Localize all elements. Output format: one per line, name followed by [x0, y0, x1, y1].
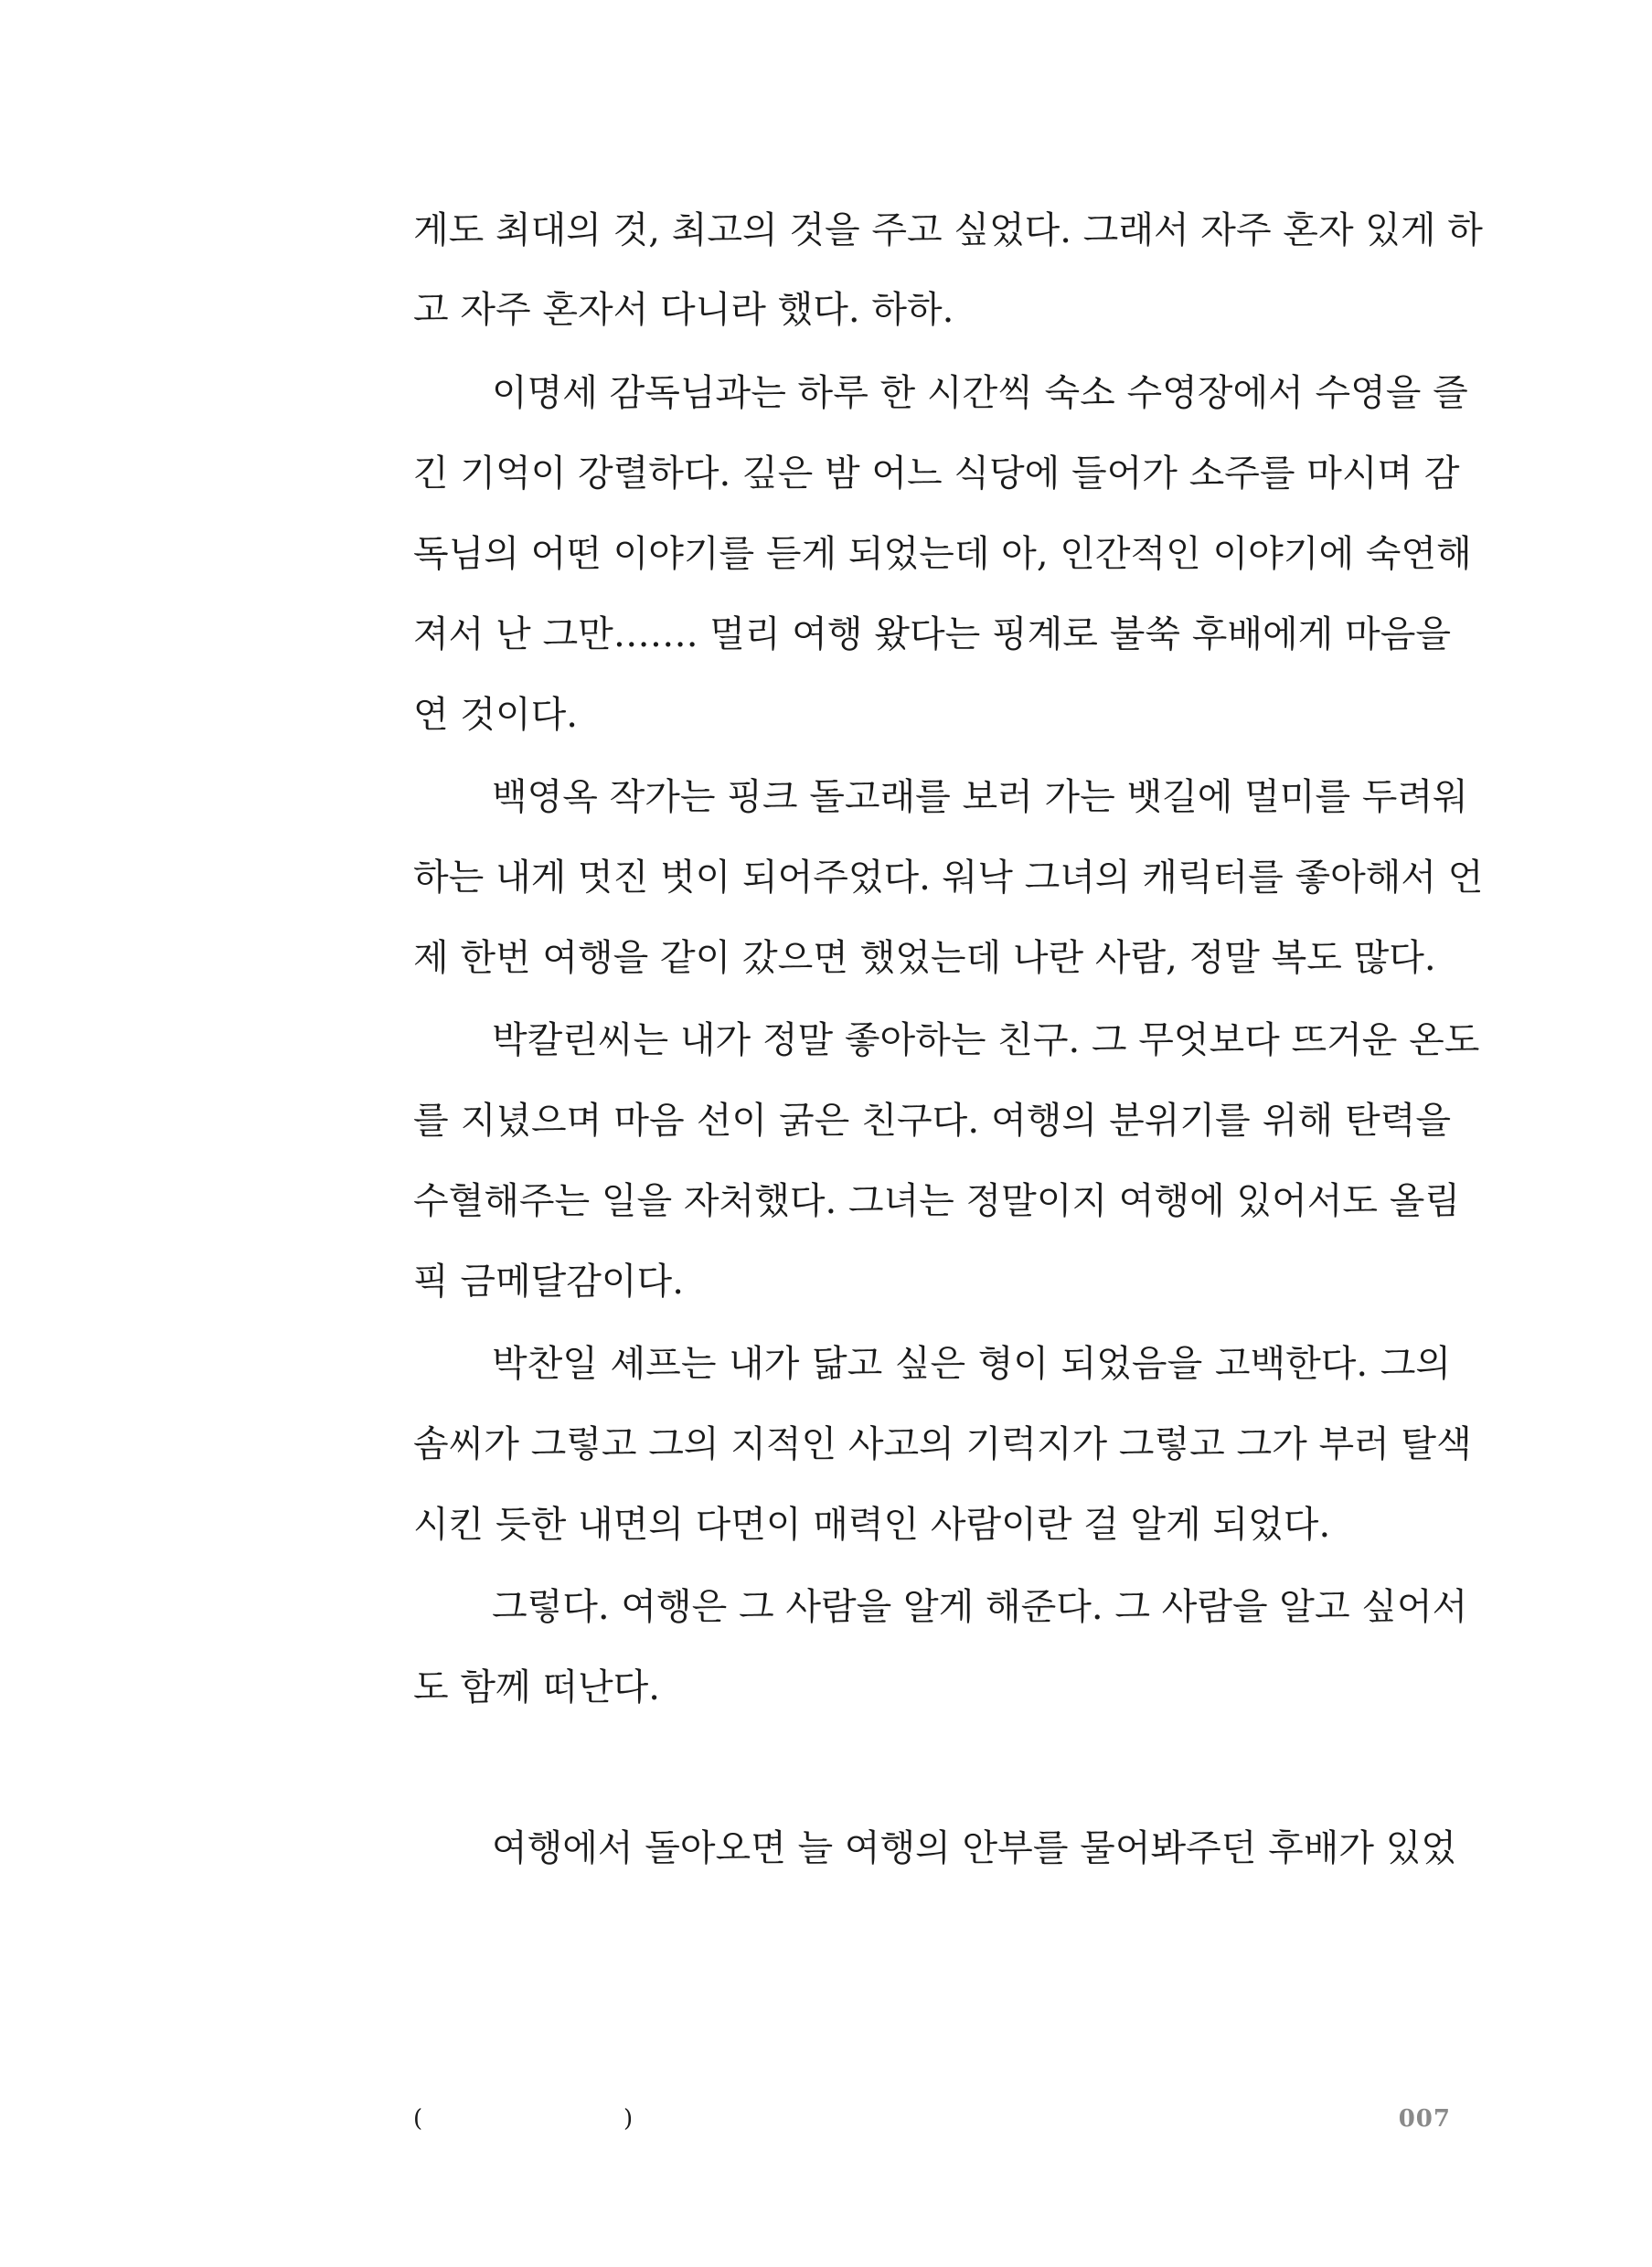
text-line: 박칼린씨는 내가 정말 좋아하는 친구. 그 무엇보다 뜨거운 온도	[492, 1019, 1480, 1061]
text-line: 도 함께 떠난다.	[413, 1666, 660, 1708]
text-line: 고 자주 혼자서 다니라 했다. 하하.	[413, 289, 954, 331]
text-line: 박찬일 셰프는 내가 닮고 싶은 형이 되었음을 고백한다. 그의	[492, 1343, 1451, 1385]
footer-paren-right: )	[623, 2105, 634, 2133]
text-line: 수혈해주는 일을 자처했다. 그녀는 정말이지 여행에 있어서도 올림	[413, 1180, 1460, 1222]
text-line: 연 것이다.	[413, 694, 578, 736]
text-line: 게도 최대의 것, 최고의 것을 주고 싶었다. 그래서 자주 혼자 있게 하	[413, 209, 1483, 251]
text-line: 제 한번 여행을 같이 갔으면 했었는데 나란 사람, 정말 복도 많다.	[413, 937, 1436, 979]
page-footer	[413, 2101, 1451, 2137]
text-line: 시킨 듯한 내면의 다면이 매력인 사람이란 걸 알게 되었다.	[413, 1504, 1331, 1546]
text-line: 독님의 어떤 이야기를 듣게 되었는데 아, 인간적인 이야기에 숙연해	[413, 533, 1472, 575]
text-line: 여행에서 돌아오면 늘 여행의 안부를 물어봐주던 후배가 있었	[492, 1827, 1457, 1869]
text-line: 긴 기억이 강렬하다. 깊은 밤 어느 식당에 들어가 소주를 마시며 감	[413, 452, 1460, 495]
text-line: 픽 금메달감이다.	[413, 1261, 684, 1303]
text-line: 이명세 감독님과는 하루 한 시간씩 숙소 수영장에서 수영을 즐	[492, 372, 1468, 414]
text-line: 그렇다. 여행은 그 사람을 알게 해준다. 그 사람을 알고 싶어서	[492, 1586, 1468, 1628]
footer-paren-left: (	[413, 2105, 423, 2133]
page-number: 007	[1398, 2105, 1451, 2133]
text-line: 솜씨가 그렇고 그의 지적인 사고의 기럭지가 그렇고 그가 부러 탈색	[413, 1423, 1472, 1465]
text-line: 백영옥 작가는 핑크 돌고래를 보러 가는 뱃길에 멀미를 두려워	[492, 776, 1468, 818]
text-line: 져서 난 그만……. 멀리 여행 왔다는 핑계로 불쑥 후배에게 마음을	[413, 613, 1451, 655]
text-line: 를 지녔으며 마음 선이 굵은 친구다. 여행의 분위기를 위해 탄력을	[413, 1100, 1451, 1142]
text-line: 하는 내게 멋진 벗이 되어주었다. 워낙 그녀의 캐릭터를 좋아해서 언	[413, 857, 1484, 899]
